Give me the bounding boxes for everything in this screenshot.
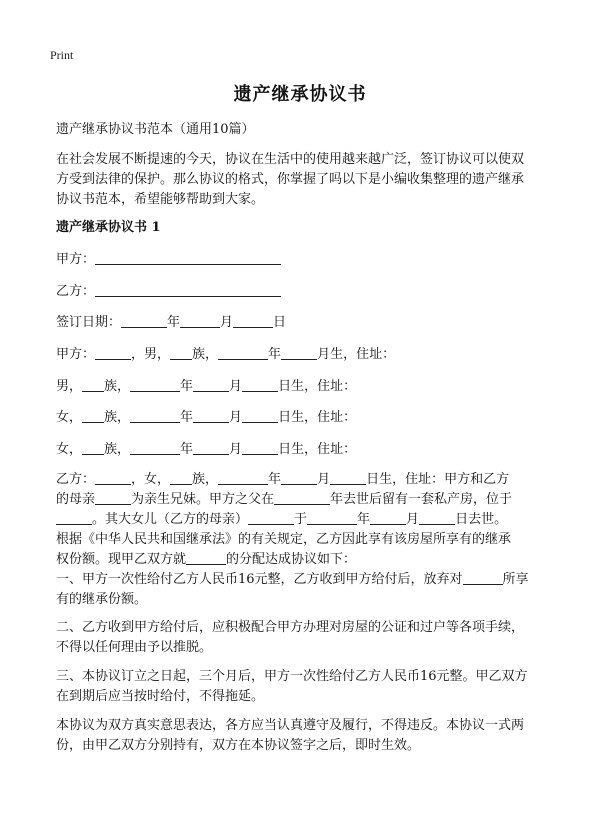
- party-b-line: 乙方：: [56, 282, 281, 302]
- party-a-blank: [95, 251, 281, 265]
- female-info-line-1: 女， 族， 年 月 日生，住址：: [56, 410, 357, 425]
- print-link[interactable]: Print: [50, 48, 74, 62]
- clause-1: 一、甲方一次性给付乙方人民币16元整，乙方收到甲方给付后，放弃对 所享 有的继承份额。: [56, 572, 529, 607]
- clause-2: 二、乙方收到甲方给付后，应积极配合甲方办理对房屋的公证和过户等各项手续， 不得以任何理由予以推脱。: [56, 620, 525, 655]
- intro-paragraph: 在社会发展不断提速的今天，协议在生活中的使用越来越广泛，签订协议可以使双 方受到法律的保护。那么协议的格式，你掌握了吗以下是小编收集整理的遗产继承 协议书范本，希望能够帮助到大家。: [56, 152, 525, 207]
- closing-paragraph: 本协议为双方真实意思表达，各方应当认真遵守及履行，不得违反。本协议一式两 份，由甲乙双方分别持有，双方在本协议签字之后，即时生效。: [56, 718, 525, 753]
- sign-date-line: 签订日期： 年 月 日: [56, 315, 287, 330]
- party-b-paragraph: 乙方： ，女， 族， 年 月 日生，住址：甲方和乙方 的母亲 为亲生兄妹。甲方之父在 年去世后留有一套私产房，位于 。其大女儿（乙方的母亲） 于 年 月 日去世。 根据《中华人民共和国继承法》的有关规定，乙方因此享有该房屋所享有的继承 权份额。现甲乙双方就 的分配达成协议如下：: [56, 472, 513, 567]
- party-a-line: 甲方：: [56, 250, 281, 270]
- section-heading: 遗产继承协议书 1: [56, 220, 161, 235]
- party-b-blank: [95, 283, 281, 297]
- document-subtitle: 遗产继承协议书范本（通用10篇）: [56, 122, 255, 137]
- clause-3: 三、本协议订立之日起，三个月后，甲方一次性给付乙方人民币16元整。甲乙双方 在到期后应当按时给付，不得拖延。: [56, 669, 528, 704]
- document-title: 遗产继承协议书: [233, 84, 367, 105]
- female-info-line-2: 女， 族， 年 月 日生，住址：: [56, 442, 357, 457]
- male-info-line: 男， 族， 年 月 日生，住址：: [56, 379, 357, 394]
- party-a-info-line: 甲方： ，男， 族， 年 月生，住址：: [56, 347, 396, 362]
